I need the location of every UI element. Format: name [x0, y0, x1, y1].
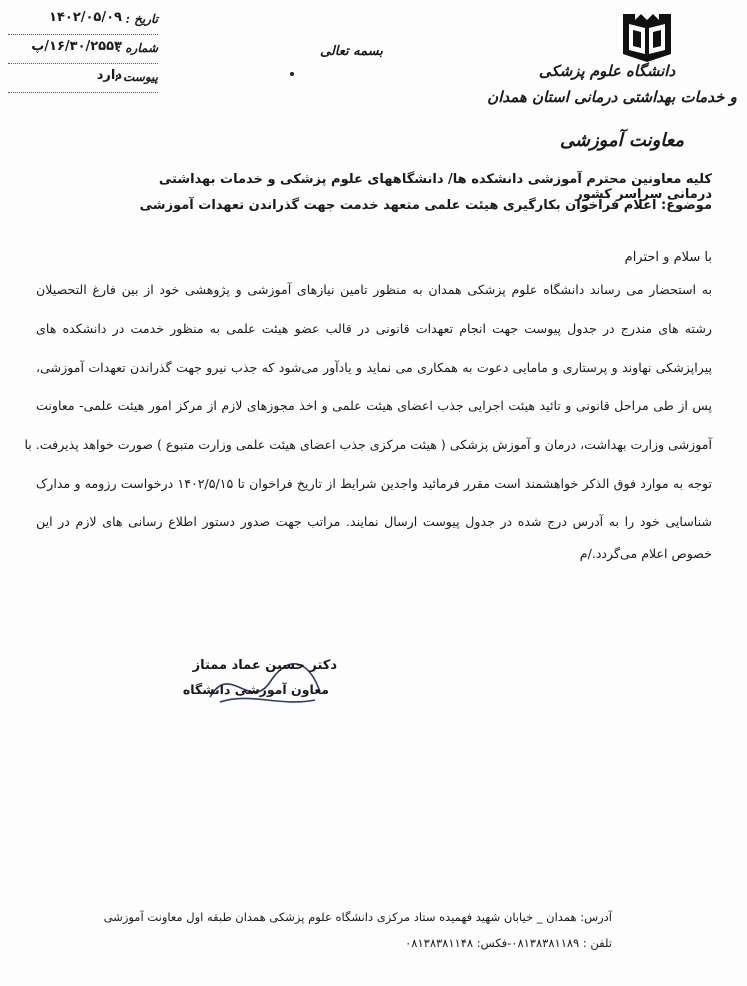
university-name-line2: و خدمات بهداشتی درمانی استان همدان	[487, 88, 737, 106]
body-line: آموزشی وزارت بهداشت، درمان و آموزش پزشکی ( هیئت مرکزی جذب اعضای هیئت علمی وزارت متبوع ) صورت خواهد پذیرفت. با	[24, 437, 712, 452]
body-line: توجه به موارد فوق الذکر خواهشمند است مقرر فرمائید واجدین شرایط از تاریخ فراخوان تا ۱۴۰۲/۵/۱۵ درخواست رزومه و مدارک	[36, 476, 712, 491]
letter-subject: موضوع: اعلام فراخوان بکارگیری هیئت علمی متعهد خدمت جهت گذراندن تعهدات آموزشی	[139, 198, 712, 213]
ink-dot	[290, 72, 294, 76]
basmala-heading: بسمه تعالی	[320, 44, 383, 59]
department-name: معاونت آموزشی	[559, 130, 685, 151]
signatory-title: معاون آموزشی دانشگاه	[182, 682, 329, 697]
university-book-logo-icon	[619, 10, 675, 64]
body-line: رشته های مندرج در جدول پیوست جهت انجام تعهدات قانونی در قالب عضو هیئت علمی به منظور خدمت در دانشکده های	[36, 321, 712, 336]
footer-phone: تلفن : ۰۸۱۳۸۳۸۱۱۸۹-فکس: ۰۸۱۳۸۳۸۱۱۴۸	[405, 936, 612, 950]
letter-recipients: کلیه معاونین محترم آموزشی دانشکده ها/ دانشگاههای علوم پزشکی و خدمات بهداشتی درمانی سراسر کشور	[158, 172, 712, 202]
footer-address: آدرس: همدان _ خیابان شهید فهمیده ستاد مرکزی دانشگاه علوم پزشکی همدان طبقه اول معاونت آموزشی	[103, 910, 612, 924]
letter-meta	[8, 6, 158, 93]
body-line: خصوص اعلام می‌گردد./م	[579, 546, 712, 561]
body-line: پیراپزشکی نهاوند و پرستاری و مامایی دعوت به همکاری می نماید و یادآور می‌شود که جذب نیرو جهت گذراندن تعهدات آموزشی،	[36, 360, 712, 375]
attachment-value: دارد	[96, 68, 122, 83]
date-row	[8, 6, 158, 35]
body-line: پس از طی مراحل قانونی و تائید هیئت اجرایی جذب اعضای هیئت علمی و اخذ مجوزهای لازم از مرکز امور هیئت علمی- معاونت	[36, 398, 712, 413]
number-label: شماره :	[116, 41, 158, 55]
greeting: با سلام و احترام	[624, 250, 712, 265]
number-row	[8, 35, 158, 64]
attachment-label: پیوست :	[114, 70, 158, 84]
number-value: ۱۶/۳۰/۲۵۵۳/پ	[31, 39, 122, 54]
attachment-row	[8, 64, 158, 93]
signatory-name: دکتر حسین عماد ممتاز	[192, 658, 337, 673]
body-line: به استحضار می رساند دانشگاه علوم پزشکی همدان به منظور تامین نیازهای آموزشی و پژوهشی خود از بین فارغ التحصیلان	[36, 282, 712, 297]
date-value: ۱۴۰۲/۰۵/۰۹	[49, 10, 122, 25]
body-line: شناسایی خود را به آدرس درج شده در جدول پیوست ارسال نمایند. مراتب جهت صدور دستور اطلاع رسانی های لازم در این	[36, 514, 712, 529]
university-name-line1: دانشگاه علوم پزشکی	[538, 62, 676, 80]
date-label: تاریخ :	[125, 12, 158, 26]
